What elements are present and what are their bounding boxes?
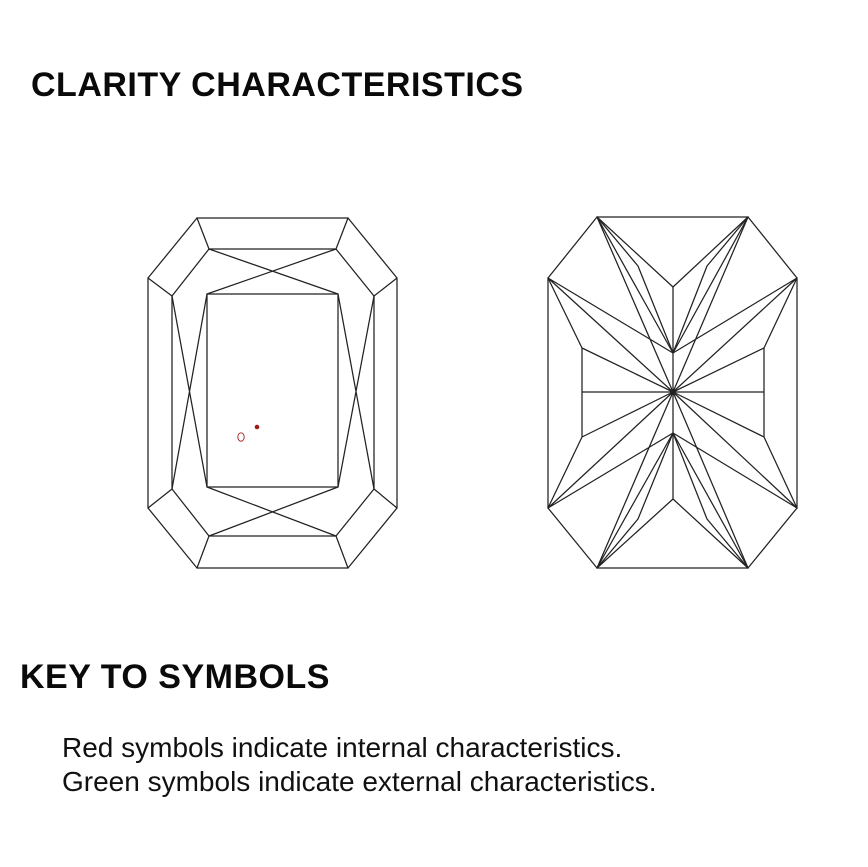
key-line-external: Green symbols indicate external characteristics.: [62, 766, 657, 797]
inclusion-symbols: [238, 425, 259, 441]
crown-view-diagram: [148, 218, 397, 568]
table-outline: [207, 294, 338, 487]
page-title: CLARITY CHARACTERISTICS: [31, 66, 524, 104]
crystal-inclusion-icon: [238, 433, 244, 441]
key-heading: KEY TO SYMBOLS: [20, 658, 330, 696]
key-line-internal: Red symbols indicate internal characteristics.: [62, 732, 623, 763]
pavilion-view-diagram: [548, 217, 797, 568]
crown-girdle-inner-outline: [172, 249, 374, 536]
pinpoint-inclusion-icon: [255, 425, 260, 430]
key-text: [62, 731, 656, 799]
crown-star-facet-lines: [172, 249, 374, 536]
